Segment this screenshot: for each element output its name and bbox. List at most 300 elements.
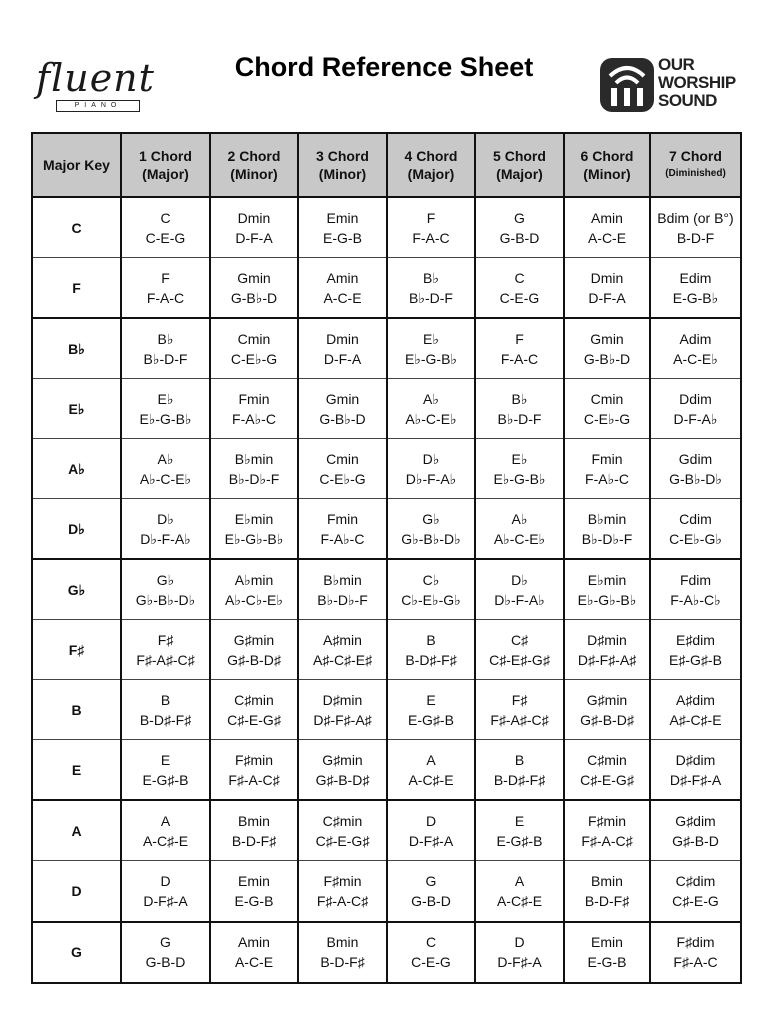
chord-notes: G♭-B♭-D♭ — [135, 591, 196, 608]
chord-name: D — [425, 812, 437, 829]
chord-name: E — [160, 751, 171, 768]
chord-cell — [475, 861, 564, 922]
chord-name: G — [425, 873, 437, 889]
chord-notes: G♯-B-D♯ — [580, 711, 634, 728]
column-header — [210, 133, 298, 197]
chord-name: F♯dim — [676, 934, 715, 951]
chord-cell — [475, 800, 564, 861]
chord-name: Dmin — [590, 269, 624, 286]
chord-cell — [298, 499, 387, 560]
chord-notes: D-F-A♭ — [673, 410, 718, 427]
chord-notes: G-B♭-D — [583, 350, 631, 367]
chord-name: A♯min — [323, 631, 362, 648]
chord-name: A — [514, 873, 525, 889]
table-row — [32, 740, 741, 801]
chord-notes: B-D♯-F♯ — [139, 711, 192, 728]
column-header-subtitle: (Major) — [496, 166, 543, 182]
chord-notes: E-G♯-B — [142, 771, 189, 788]
logo-word-2: WORSHIP — [658, 73, 736, 92]
chord-name: A♭ — [157, 450, 174, 467]
chord-cell — [475, 620, 564, 680]
chord-cell — [210, 379, 298, 439]
major-key-cell: F♯ — [32, 620, 121, 680]
chord-cell — [650, 379, 741, 439]
chord-cell — [387, 258, 475, 319]
chord-cell — [298, 318, 387, 379]
major-key-cell: E — [32, 740, 121, 801]
column-header-subtitle: (Minor) — [318, 166, 367, 182]
chord-notes: D♭-F-A♭ — [405, 470, 457, 487]
chord-notes: G♭-B♭-D♭ — [401, 530, 461, 547]
chord-name: G♭ — [422, 510, 440, 527]
column-header-subtitle: (Minor) — [230, 166, 278, 182]
chord-name: E♭min — [587, 571, 627, 588]
chord-name: D♭ — [511, 571, 528, 588]
chord-cell — [298, 861, 387, 922]
chord-notes: B♭-D♭-F — [581, 530, 633, 547]
chord-notes: A♭-C-E♭ — [405, 410, 457, 427]
chord-notes: D♯-F♯-A — [669, 771, 722, 788]
chord-name: Bmin — [238, 812, 270, 829]
chord-notes: G♯-B-D♯ — [227, 651, 281, 668]
chord-notes: F-A-C — [412, 229, 450, 246]
page-title: Chord Reference Sheet — [234, 52, 534, 82]
chord-notes: A♭-C♭-E♭ — [225, 591, 283, 608]
chord-notes: C-E♭-G — [583, 410, 631, 427]
chord-name: F♯min — [234, 751, 274, 768]
worship-sound-logo-icon — [598, 52, 656, 116]
chord-cell — [387, 439, 475, 499]
chord-name: B♭ — [157, 330, 174, 347]
chord-notes: E-G-B — [323, 229, 362, 246]
chord-notes: D-F♯-A — [497, 954, 542, 971]
major-key-cell: D♭ — [32, 499, 121, 560]
chord-cell — [475, 559, 564, 620]
chord-notes: B-D♯-F♯ — [493, 771, 546, 788]
major-key-cell: G♭ — [32, 559, 121, 620]
chord-name: E♭ — [157, 390, 174, 407]
logo-word-3: SOUND — [658, 91, 717, 110]
chord-cell — [564, 861, 650, 922]
chord-notes: F♯-A-C — [673, 954, 718, 971]
chord-cell — [564, 318, 650, 379]
chord-name: Amin — [591, 209, 623, 226]
chord-notes: G-B-D — [499, 229, 540, 246]
chord-cell — [475, 318, 564, 379]
chord-cell — [650, 861, 741, 922]
chord-notes: F♯-A♯-C♯ — [490, 711, 549, 728]
chord-cell — [210, 800, 298, 861]
chord-name: E — [426, 691, 436, 708]
chord-cell — [387, 499, 475, 560]
chord-cell — [387, 740, 475, 801]
chord-cell — [475, 197, 564, 258]
chord-name: C — [425, 934, 437, 951]
chord-notes: C♯-E-G — [672, 893, 719, 909]
chord-notes: G-B♭-D — [230, 289, 278, 306]
chord-cell — [121, 800, 210, 861]
table-row — [32, 379, 741, 439]
chord-cell — [210, 499, 298, 560]
chord-cell — [650, 800, 741, 861]
chord-notes: B♭-D♭-F — [228, 470, 280, 487]
chord-cell — [475, 922, 564, 983]
chord-notes: F♯-A-C♯ — [581, 832, 633, 849]
chord-cell — [298, 740, 387, 801]
chord-notes: A-C-E♭ — [673, 350, 718, 367]
chord-notes: B-D♯-F♯ — [405, 651, 457, 668]
chord-name: D♯min — [587, 631, 627, 648]
column-header-title: 6 Chord — [580, 148, 634, 164]
chord-cell — [121, 680, 210, 740]
chord-name: C — [160, 209, 171, 226]
table-row — [32, 861, 741, 922]
chord-name: B — [514, 751, 525, 768]
chord-cell — [121, 197, 210, 258]
column-header-subtitle: (Diminished) — [665, 168, 726, 179]
chord-name: Cmin — [326, 450, 359, 467]
chord-notes: A♯-C♯-E♯ — [312, 651, 373, 668]
chord-notes: C♭-E♭-G♭ — [401, 591, 461, 608]
chord-name: Adim — [679, 330, 712, 347]
chord-name: E♭ — [511, 450, 528, 467]
major-key-cell: G — [32, 922, 121, 983]
chord-cell — [475, 680, 564, 740]
chord-name: Edim — [679, 269, 712, 286]
chord-cell — [650, 620, 741, 680]
chord-notes: E-G-B — [234, 893, 274, 909]
chord-notes: F-A♭-C — [320, 530, 365, 547]
chord-name: C♯ — [510, 631, 529, 648]
chord-notes: D-F-A — [588, 289, 626, 306]
chord-name: G♯dim — [675, 812, 716, 829]
chord-name: G♯min — [322, 751, 363, 768]
chord-name: E♭min — [234, 510, 274, 527]
major-key-cell: A — [32, 800, 121, 861]
table-header-row — [32, 133, 741, 197]
table-row — [32, 197, 741, 258]
chord-cell — [387, 680, 475, 740]
major-key-cell: C — [32, 197, 121, 258]
table-body — [32, 197, 741, 983]
chord-name: Bmin — [326, 934, 359, 951]
chord-cell — [298, 258, 387, 319]
column-header-title: 5 Chord — [493, 148, 546, 164]
chord-cell — [121, 318, 210, 379]
chord-cell — [298, 439, 387, 499]
major-key-cell: D — [32, 861, 121, 922]
chord-name: F♯ — [511, 691, 528, 708]
chord-notes: D-F-A — [235, 229, 273, 246]
table-row — [32, 499, 741, 560]
table-row — [32, 258, 741, 319]
chord-name: Fmin — [591, 450, 623, 467]
chord-notes: F-A-C — [146, 289, 185, 306]
chord-cell — [298, 197, 387, 258]
chord-name: Cmin — [237, 330, 271, 347]
chord-cell — [387, 620, 475, 680]
chord-notes: F♯-A♯-C♯ — [136, 651, 195, 668]
chord-notes: A-C-E — [234, 954, 274, 971]
chord-name: Amin — [238, 934, 270, 951]
chord-notes: A♭-C-E♭ — [139, 470, 192, 487]
chord-notes: C♯-E♯-G♯ — [489, 651, 550, 668]
chord-cell — [387, 800, 475, 861]
chord-notes: B-D-F♯ — [584, 893, 630, 909]
chord-name: D — [160, 873, 171, 889]
chord-name: B♭ — [423, 269, 439, 286]
chord-name: Ddim — [679, 390, 712, 407]
chord-cell — [210, 439, 298, 499]
chord-cell — [298, 922, 387, 983]
chord-name: Cmin — [590, 390, 624, 407]
chord-name: D♯min — [322, 691, 363, 708]
chord-name: B♭min — [587, 510, 627, 527]
chord-cell — [210, 922, 298, 983]
major-key-cell: B — [32, 680, 121, 740]
column-header-title: Major Key — [43, 157, 110, 173]
chord-cell — [210, 740, 298, 801]
chord-name: D — [514, 934, 525, 951]
chord-notes: C-E♭-G — [230, 350, 278, 367]
column-header — [650, 133, 741, 197]
chord-name: B♭min — [323, 571, 362, 588]
chord-name: Bmin — [591, 873, 623, 889]
chord-name: Fmin — [326, 510, 359, 527]
chord-cell — [564, 620, 650, 680]
chord-name: Gmin — [590, 330, 624, 347]
chord-name: C♯dim — [675, 873, 716, 889]
chord-name: F♯ — [157, 631, 174, 648]
logo-sub-text: PIANO — [56, 100, 140, 112]
column-header — [121, 133, 210, 197]
chord-notes: E♭-G-B♭ — [493, 470, 546, 487]
chord-name: Gmin — [237, 269, 271, 286]
table-row — [32, 922, 741, 983]
chord-cell — [475, 258, 564, 319]
chord-notes: C-E♭-G — [319, 470, 366, 487]
column-header — [387, 133, 475, 197]
table-row — [32, 800, 741, 861]
chord-cell — [564, 559, 650, 620]
chord-name: Emin — [326, 209, 359, 226]
column-header — [298, 133, 387, 197]
chord-notes: A-C♯-E — [142, 832, 189, 849]
chord-notes: E♭-G-B♭ — [139, 410, 192, 427]
column-header-title: 4 Chord — [404, 148, 458, 164]
chord-notes: C-E-G — [411, 954, 451, 971]
chord-notes: E-G-B♭ — [672, 289, 719, 306]
chord-notes: B-D-F♯ — [320, 954, 365, 971]
chord-notes: D-F-A — [323, 350, 362, 367]
chord-name: Emin — [238, 873, 270, 889]
chord-cell — [650, 740, 741, 801]
logo-wordmark — [658, 56, 736, 110]
chord-notes: D-F♯-A — [408, 832, 454, 849]
chord-cell — [210, 197, 298, 258]
chord-notes: G-B♭-D — [319, 410, 366, 427]
chord-notes: F-A♭-C♭ — [670, 591, 721, 608]
major-key-cell: E♭ — [32, 379, 121, 439]
chord-cell — [387, 559, 475, 620]
chord-cell — [298, 800, 387, 861]
chord-cell — [210, 680, 298, 740]
chord-cell — [298, 620, 387, 680]
chord-name: G♯min — [233, 631, 275, 648]
chord-cell — [210, 620, 298, 680]
chord-notes: D♯-F♯-A♯ — [577, 651, 637, 668]
chord-cell — [387, 861, 475, 922]
chord-cell — [121, 861, 210, 922]
chord-name: E♯dim — [676, 631, 715, 648]
chord-cell — [298, 559, 387, 620]
chord-name: C — [514, 269, 525, 286]
chord-name: D♭ — [422, 450, 440, 467]
chord-cell — [564, 800, 650, 861]
chord-cell — [650, 197, 741, 258]
chord-notes: G♯-B-D♯ — [315, 771, 370, 788]
chord-cell — [564, 197, 650, 258]
chord-notes: D-F♯-A — [143, 893, 188, 909]
chord-cell — [650, 258, 741, 319]
chord-notes: A♯-C♯-E — [669, 711, 722, 728]
column-header-subtitle: (Major) — [407, 166, 455, 182]
chord-cell — [650, 559, 741, 620]
chord-cell — [210, 559, 298, 620]
chord-name: G♭ — [156, 571, 175, 588]
chord-notes: G-B-D — [411, 893, 451, 909]
chord-name: Gdim — [678, 450, 713, 467]
chord-notes: C-E-G — [145, 229, 186, 246]
chord-name: C♯min — [322, 812, 363, 829]
chord-name: A♯dim — [676, 691, 715, 708]
table-row — [32, 680, 741, 740]
chord-notes: D♯-F♯-A♯ — [313, 711, 372, 728]
chord-notes: D♭-F-A♭ — [140, 530, 191, 547]
chord-name: E♭ — [423, 330, 439, 347]
major-key-cell: F — [32, 258, 121, 319]
chord-notes: B-D-F — [676, 229, 715, 246]
chord-notes: E♯-G♯-B — [669, 651, 722, 668]
chord-name: A♭ — [423, 390, 439, 407]
column-header — [475, 133, 564, 197]
table-row — [32, 439, 741, 499]
chord-notes: A-C♯-E — [496, 893, 543, 909]
chord-notes: A-C-E — [323, 289, 362, 306]
chord-name: Bdim (or B°) — [657, 209, 734, 226]
chord-name: B♭min — [234, 450, 274, 467]
logo-script-text: fluent — [36, 56, 155, 100]
chord-cell — [210, 861, 298, 922]
table-row — [32, 559, 741, 620]
chord-cell — [475, 439, 564, 499]
major-key-cell: B♭ — [32, 318, 121, 379]
chord-name: A♭min — [234, 571, 274, 588]
column-header — [32, 133, 121, 197]
chord-cell — [564, 439, 650, 499]
chord-cell — [387, 318, 475, 379]
chord-name: Fdim — [679, 571, 712, 588]
chord-notes: E♭-G-B♭ — [404, 350, 458, 367]
chord-cell — [650, 922, 741, 983]
chord-cell — [564, 258, 650, 319]
chord-cell — [121, 559, 210, 620]
chord-cell — [387, 197, 475, 258]
chord-cell — [387, 922, 475, 983]
column-header-title: 2 Chord — [227, 148, 281, 164]
column-header-subtitle: (Minor) — [583, 166, 631, 182]
logo-word-1: OUR — [658, 55, 695, 74]
our-worship-sound-logo — [598, 52, 738, 116]
chord-notes: F-A-C — [500, 350, 539, 367]
column-header-title: 3 Chord — [316, 148, 369, 164]
chord-name: F — [161, 269, 170, 286]
chord-cell — [475, 379, 564, 439]
chord-cell — [564, 499, 650, 560]
chord-name: Dmin — [326, 330, 359, 347]
chord-name: F — [515, 330, 524, 347]
chord-cell — [210, 258, 298, 319]
chord-name: Emin — [591, 934, 623, 951]
chord-notes: G-B♭-D♭ — [669, 470, 722, 487]
chord-name: A — [160, 812, 171, 829]
chord-notes: F♯-A-C♯ — [316, 893, 369, 909]
chord-name: B — [426, 631, 436, 648]
chord-notes: B-D-F♯ — [231, 832, 277, 849]
chord-cell — [475, 499, 564, 560]
chord-name: E — [514, 812, 525, 829]
chord-name: C♯min — [234, 691, 274, 708]
chord-notes: A♭-C-E♭ — [493, 530, 546, 547]
chord-cell — [475, 740, 564, 801]
column-header-subtitle: (Major) — [142, 166, 189, 182]
chord-cell — [121, 922, 210, 983]
chord-cell — [650, 680, 741, 740]
chord-notes: C-E-G — [499, 289, 540, 306]
column-header-title: 7 Chord — [669, 148, 722, 164]
chord-name: B — [160, 691, 171, 708]
chord-notes: B♭-D-F — [143, 350, 188, 367]
chord-name: Fmin — [238, 390, 270, 407]
chord-name: G — [514, 209, 525, 226]
chord-name: F♯min — [587, 812, 627, 829]
column-header-title: 1 Chord — [139, 148, 192, 164]
chord-notes: B♭-D♭-F — [317, 591, 368, 608]
chord-name: C♭ — [422, 571, 440, 588]
chord-cell — [121, 499, 210, 560]
chord-notes: C♯-E-G♯ — [315, 832, 370, 849]
chord-name: G♯min — [586, 691, 628, 708]
chord-notes: G-B-D — [145, 954, 186, 971]
chord-notes: E-G♯-B — [408, 711, 454, 728]
chord-notes: F-A♭-C — [232, 410, 276, 427]
chord-name: C♯min — [587, 751, 627, 768]
chord-notes: B♭-D-F — [497, 410, 542, 427]
chord-cell — [210, 318, 298, 379]
chord-name: Dmin — [237, 209, 271, 226]
chord-table — [31, 132, 742, 984]
chord-name: D♭ — [157, 510, 174, 527]
chord-notes: C-E♭-G♭ — [669, 530, 722, 547]
chord-notes: E♭-G♭-B♭ — [224, 530, 284, 547]
chord-name: B♭ — [511, 390, 528, 407]
chord-name: D♯dim — [675, 751, 716, 768]
chord-cell — [564, 680, 650, 740]
chord-cell — [564, 922, 650, 983]
chord-name: F♯min — [323, 873, 362, 889]
chord-cell — [121, 439, 210, 499]
chord-notes: A-C-E — [587, 229, 627, 246]
